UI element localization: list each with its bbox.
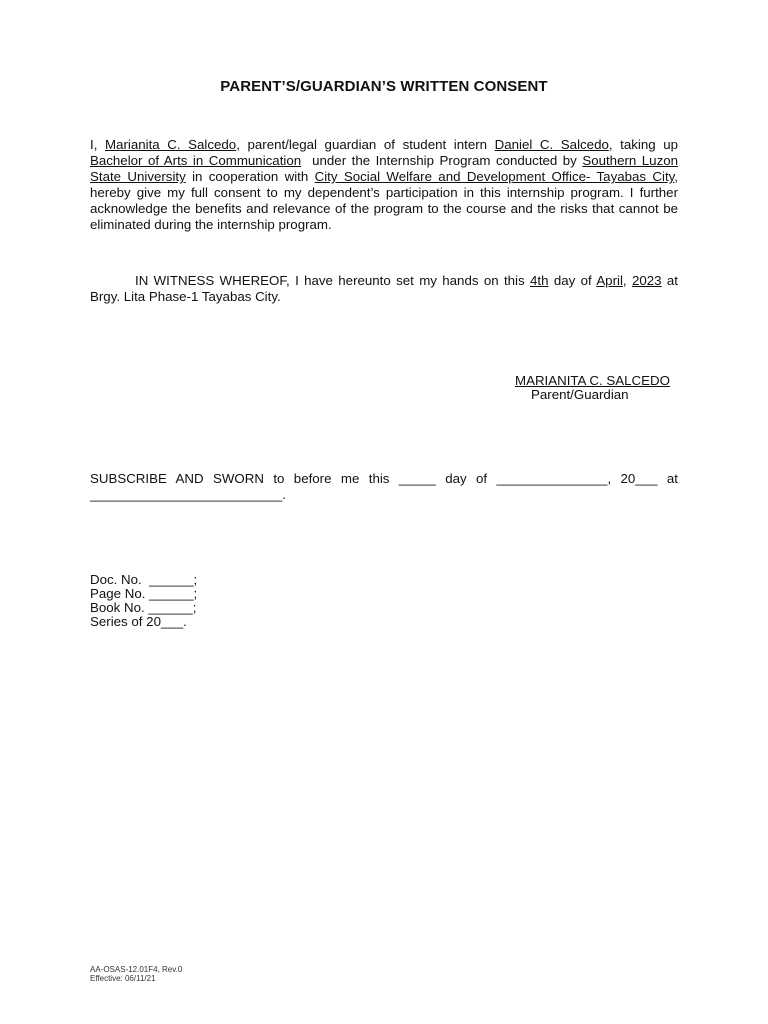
consent-paragraph: [90, 137, 678, 233]
signatory-name: MARIANITA C. SALCEDO: [515, 373, 670, 388]
form-footer: [90, 965, 182, 983]
witness-text: day of: [548, 273, 597, 288]
notary-block: [90, 573, 197, 629]
parent-name: Marianita C. Salcedo: [104, 137, 237, 152]
signature-block: [515, 374, 670, 402]
witness-month: April: [596, 273, 623, 288]
doc-no: Doc. No. ______;: [90, 572, 198, 587]
student-name: Daniel C. Salcedo: [494, 137, 609, 152]
witness-paragraph: [90, 273, 678, 305]
course-name: Bachelor of Arts in Communication: [90, 153, 302, 168]
consent-text: , hereby give my full consent to my dependent’s participation in this internship program. I further acknowledge the benefits and relevance of the program to the course and the risks that cannot be eliminated during the internship program.: [90, 169, 678, 232]
office-name: City Social Welfare and Development Office- Tayabas City: [314, 169, 675, 184]
witness-text: IN WITNESS WHEREOF, I have hereunto set my hands on this: [135, 273, 530, 288]
book-no: Book No. ______;: [90, 600, 197, 615]
consent-text: , parent/legal guardian of student intern: [236, 137, 495, 152]
university-name: Southern Luzon State University: [90, 153, 679, 184]
series: Series of 20___.: [90, 614, 187, 629]
consent-text: , taking up: [608, 137, 678, 152]
consent-text: in cooperation with: [185, 169, 315, 184]
effective-date: Effective: 06/11/21: [90, 974, 156, 983]
witness-day: 4th: [529, 273, 549, 288]
consent-text: I,: [90, 137, 105, 152]
form-code: AA-OSAS-12.01F4, Rev.0: [90, 965, 183, 974]
witness-text: at Brgy. Lita Phase-1 Tayabas City.: [90, 273, 678, 304]
consent-text: under the Internship Program conducted by: [301, 153, 583, 168]
witness-year: 2023: [631, 273, 662, 288]
page-no: Page No. ______;: [90, 586, 198, 601]
witness-text: ,: [622, 273, 632, 288]
sworn-paragraph: SUBSCRIBE AND SWORN to before me this _____ day of _______________, 20___ at __________________________.: [90, 471, 678, 502]
document-title: PARENT’S/GUARDIAN’S WRITTEN CONSENT: [220, 78, 548, 95]
signatory-role: Parent/Guardian: [531, 387, 629, 402]
